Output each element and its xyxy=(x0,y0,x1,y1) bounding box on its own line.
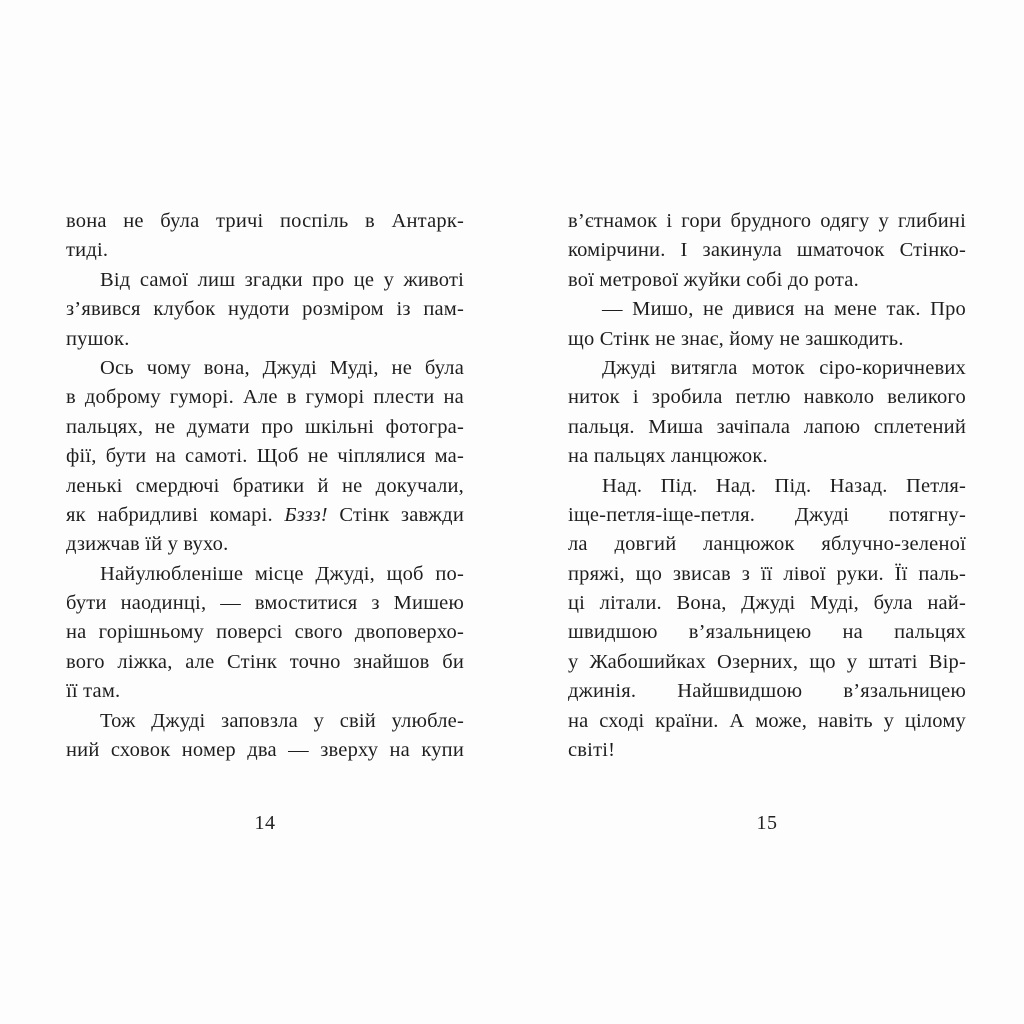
text-line: пальця. Миша зачіпала лапою сплетений xyxy=(568,415,966,438)
text-line: іще-петля-іще-петля. Джуді потягну- xyxy=(568,503,966,526)
text-line: як набридливі комарі. Бззз! Стінк завжди xyxy=(66,503,464,526)
page-right-text xyxy=(568,207,966,765)
text-line: вона не була тричі поспіль в Антарк- xyxy=(66,210,464,232)
text-line: ла довгий ланцюжок яблучно-зеленої xyxy=(568,533,966,556)
text-line: Ось чому вона, Джуді Муді, не була xyxy=(100,356,464,379)
text-line: пушок. xyxy=(66,327,130,350)
text-line: на горішньому поверсі свого двоповерхо- xyxy=(66,621,464,644)
text-line: її там. xyxy=(66,680,121,703)
text-line: світі! xyxy=(568,739,616,762)
text-line: ці літали. Вона, Джуді Муді, була най- xyxy=(568,592,966,615)
page-number-right: 15 xyxy=(756,812,778,834)
text-line: бути наодинці, — вмоститися з Мишею xyxy=(66,592,464,615)
text-line: пряжі, що звисав з її лівої руки. Її паль- xyxy=(568,562,966,585)
italic-phrase: Бззз! xyxy=(284,503,328,526)
text-line: що Стінк не знає, йому не зашкодить. xyxy=(568,327,904,350)
text-line: в доброму гуморі. Але в гуморі плести на xyxy=(66,386,464,409)
text-line: Над. Під. Над. Під. Назад. Петля- xyxy=(602,474,966,497)
text-line: пальцях, не думати про шкільні фотогра- xyxy=(66,415,464,438)
text-line: ленькі смердючі братики й не докучали, xyxy=(66,474,464,497)
text-line: вого ліжка, але Стінк точно знайшов би xyxy=(66,650,464,673)
text-line: Джуді витягла моток сіро-коричневих xyxy=(602,356,966,379)
text-line: Від самої лиш згадки про це у животі xyxy=(100,268,464,291)
text-line: з’явився клубок нудоти розміром із пам- xyxy=(66,298,464,321)
text-line: швидшою в’язальницею на пальцях xyxy=(568,621,966,644)
page-number-left: 14 xyxy=(254,812,276,834)
text-line: ниток і зробила петлю навколо великого xyxy=(568,386,966,409)
text-line: — Мишо, не дивися на мене так. Про xyxy=(602,298,966,321)
text-line: ний сховок номер два — зверху на купи xyxy=(66,739,464,762)
text-line: вої метрової жуйки собі до рота. xyxy=(568,268,859,291)
text-line: Тож Джуді заповзла у свій улюбле- xyxy=(100,709,464,732)
text-line: фії, бути на самоті. Щоб не чіплялися ма- xyxy=(66,445,464,468)
text-line: на сході країни. А може, навіть у цілому xyxy=(568,709,966,732)
text-line: комірчини. І закинула шматочок Стінко- xyxy=(568,239,966,262)
page-left-text xyxy=(66,207,464,765)
text-line: тиді. xyxy=(66,239,109,262)
text-line: дзижчав їй у вухо. xyxy=(66,533,229,556)
text-line: в’єтнамок і гори брудного одягу у глибині xyxy=(568,210,966,232)
text-line: на пальцях ланцюжок. xyxy=(568,445,768,468)
text-line: Найулюбленіше місце Джуді, щоб по- xyxy=(100,562,464,585)
text-line: джинія. Найшвидшою в’язальницею xyxy=(568,680,966,703)
text-line: у Жабошийках Озерних, що у штаті Вір- xyxy=(568,650,966,673)
